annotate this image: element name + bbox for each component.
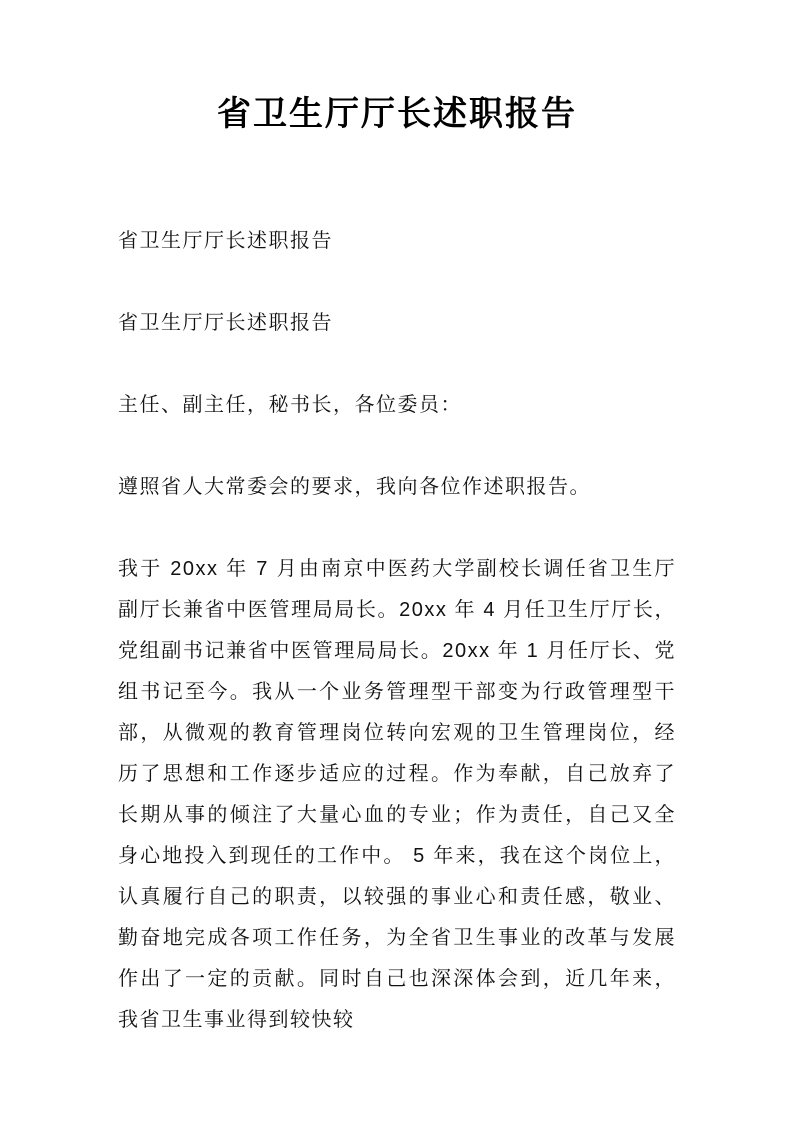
document-title: 省卫生厅厅长述职报告	[217, 96, 577, 133]
document-body	[118, 221, 676, 1041]
subtitle-line: 省卫生厅厅长述职报告	[118, 230, 333, 252]
body-paragraph: 我于 20xx 年 7 月由南京中医药大学副校长调任省卫生厅副厅长兼省中医管理局局长。20xx 年 4 月任卫生厅厅长，党组副书记兼省中医管理局局长。20xx 年 1 月任厅长、党组书记至今。我从一个业务管理型干部变为行政管理型干部，从微观的教育管理岗位转向宏观的卫生管理岗位，经历了思想和工作逐步适应的过程。作为奉献，自己放弃了长期从事的倾注了大量心血的专业；作为责任，自己又全身心地投入到现任的工作中。 5 年来，我在这个岗位上，认真履行自己的职责，以较强的事业心和责任感，敬业、勤奋地完成各项工作任务，为全省卫生事业的改革与发展作出了一定的贡献。同时自己也深深体会到，近几年来，我省卫生事业得到较快较	[118, 558, 676, 1031]
salutation-line: 主任、副主任，秘书长，各位委员：	[118, 394, 462, 416]
opening-statement: 遵照省人大常委会的要求，我向各位作述职报告。	[118, 476, 591, 498]
subtitle-line-repeat: 省卫生厅厅长述职报告	[118, 312, 333, 334]
